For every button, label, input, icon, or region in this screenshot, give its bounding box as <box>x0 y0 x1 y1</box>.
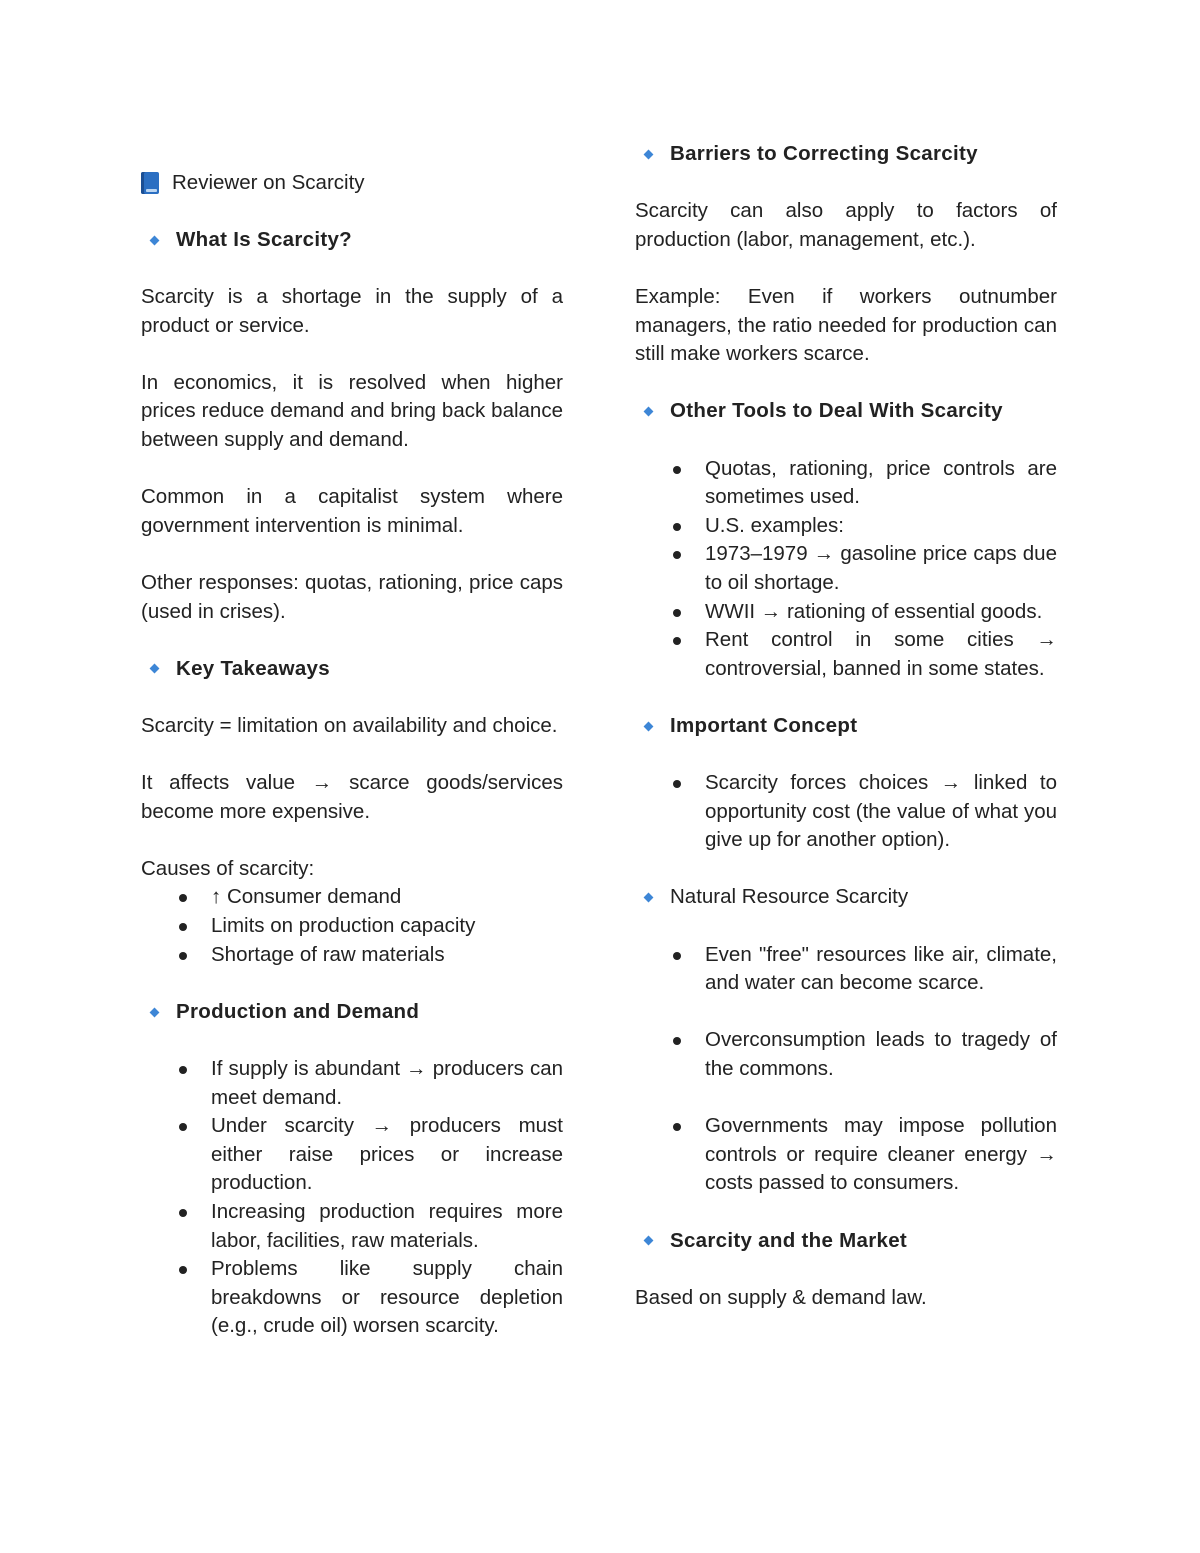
document-title-text: Reviewer on Scarcity <box>172 170 365 194</box>
section-heading-production-demand: Production and Demand <box>141 998 563 1027</box>
section-heading-other-tools: Other Tools to Deal With Scarcity <box>635 397 1057 426</box>
blue-diamond-icon <box>644 149 654 159</box>
list-item: Overconsumption leads to tragedy of the commons. <box>635 1026 1057 1083</box>
bullet-dot-icon <box>673 609 681 617</box>
bullet-dot-icon <box>179 1123 187 1131</box>
list-item: Under scarcity → producers must either raise prices or increase production. <box>141 1112 563 1198</box>
paragraph-affects-value: It affects value → scarce goods/services become more expensive. <box>141 771 563 823</box>
list-item: Quotas, rationing, price controls are sometimes used. <box>635 455 1057 512</box>
list-item: Shortage of raw materials <box>141 941 563 970</box>
blue-diamond-icon <box>644 407 654 417</box>
list-item: ↑ Consumer demand <box>141 883 563 912</box>
list-item: Even "free" resources like air, climate, and water can become scarce. <box>635 941 1057 998</box>
paragraph-factors-of-production: Scarcity can also apply to factors of production (labor, management, etc.). <box>635 199 1057 251</box>
natural-resource-list <box>635 1026 1057 1083</box>
paragraph-limitation: Scarcity = limitation on availability and choice. <box>141 713 558 737</box>
paragraph-workers-example: Example: Even if workers outnumber managers, the ratio needed for production can still make workers scarce. <box>635 284 1057 366</box>
bullet-dot-icon <box>179 952 187 960</box>
causes-list <box>141 883 563 969</box>
section-heading-important-concept: Important Concept <box>635 712 1057 741</box>
blue-diamond-icon <box>150 1007 160 1017</box>
paragraph-definition: Scarcity is a shortage in the supply of a product or service. <box>141 284 563 337</box>
list-item: U.S. examples: <box>635 512 1057 541</box>
section-heading-scarcity-market: Scarcity and the Market <box>635 1227 1057 1256</box>
bullet-dot-icon <box>673 780 681 788</box>
bullet-dot-icon <box>673 637 681 645</box>
bullet-dot-icon <box>673 551 681 559</box>
right-column <box>635 140 1057 1312</box>
paragraph-other-responses: Other responses: quotas, rationing, price caps (used in crises). <box>141 570 563 623</box>
list-item: If supply is abundant → producers can meet demand. <box>141 1055 563 1112</box>
list-item: 1973–1979 → gasoline price caps due to oil shortage. <box>635 540 1057 597</box>
blue-diamond-icon <box>644 721 654 731</box>
bullet-dot-icon <box>179 1266 187 1274</box>
bullet-dot-icon <box>179 1209 187 1217</box>
blue-diamond-icon <box>644 893 654 903</box>
section-heading-barriers: Barriers to Correcting Scarcity <box>635 140 1057 169</box>
blue-diamond-icon <box>644 1236 654 1246</box>
concept-list <box>635 769 1057 855</box>
section-heading-what-is-scarcity: What Is Scarcity? <box>141 226 563 255</box>
tools-list <box>635 455 1057 684</box>
bullet-dot-icon <box>673 523 681 531</box>
bullet-dot-icon <box>673 466 681 474</box>
natural-resource-list <box>635 1112 1057 1198</box>
list-item: Rent control in some cities → controversial, banned in some states. <box>635 626 1057 683</box>
left-column <box>141 140 563 1341</box>
bullet-dot-icon <box>179 894 187 902</box>
bullet-dot-icon <box>673 1123 681 1131</box>
list-item: Governments may impose pollution controls or require cleaner energy → costs passed to consumers. <box>635 1112 1057 1198</box>
production-list <box>141 1055 563 1341</box>
list-item: Increasing production requires more labor, facilities, raw materials. <box>141 1198 563 1255</box>
list-item: Limits on production capacity <box>141 912 563 941</box>
blue-diamond-icon <box>150 235 160 245</box>
list-item: WWII → rationing of essential goods. <box>635 598 1057 627</box>
section-heading-key-takeaways: Key Takeaways <box>141 655 563 684</box>
blue-book-icon <box>141 172 159 194</box>
section-heading-natural-resource: Natural Resource Scarcity <box>635 883 1057 912</box>
document-title <box>141 169 563 198</box>
paragraph-economics: In economics, it is resolved when higher prices reduce demand and bring back balance between supply and demand. <box>141 370 563 451</box>
causes-label: Causes of scarcity: <box>141 856 315 880</box>
paragraph-supply-demand-law: Based on supply & demand law. <box>635 1285 927 1309</box>
list-item: Scarcity forces choices → linked to opportunity cost (the value of what you give up for another option). <box>635 769 1057 855</box>
bullet-dot-icon <box>179 923 187 931</box>
blue-diamond-icon <box>150 664 160 674</box>
list-item: Problems like supply chain breakdowns or resource depletion (e.g., crude oil) worsen scarcity. <box>141 1255 563 1341</box>
bullet-dot-icon <box>673 952 681 960</box>
bullet-dot-icon <box>179 1066 187 1074</box>
natural-resource-list <box>635 941 1057 998</box>
bullet-dot-icon <box>673 1037 681 1045</box>
paragraph-capitalist: Common in a capitalist system where government intervention is minimal. <box>141 485 563 537</box>
